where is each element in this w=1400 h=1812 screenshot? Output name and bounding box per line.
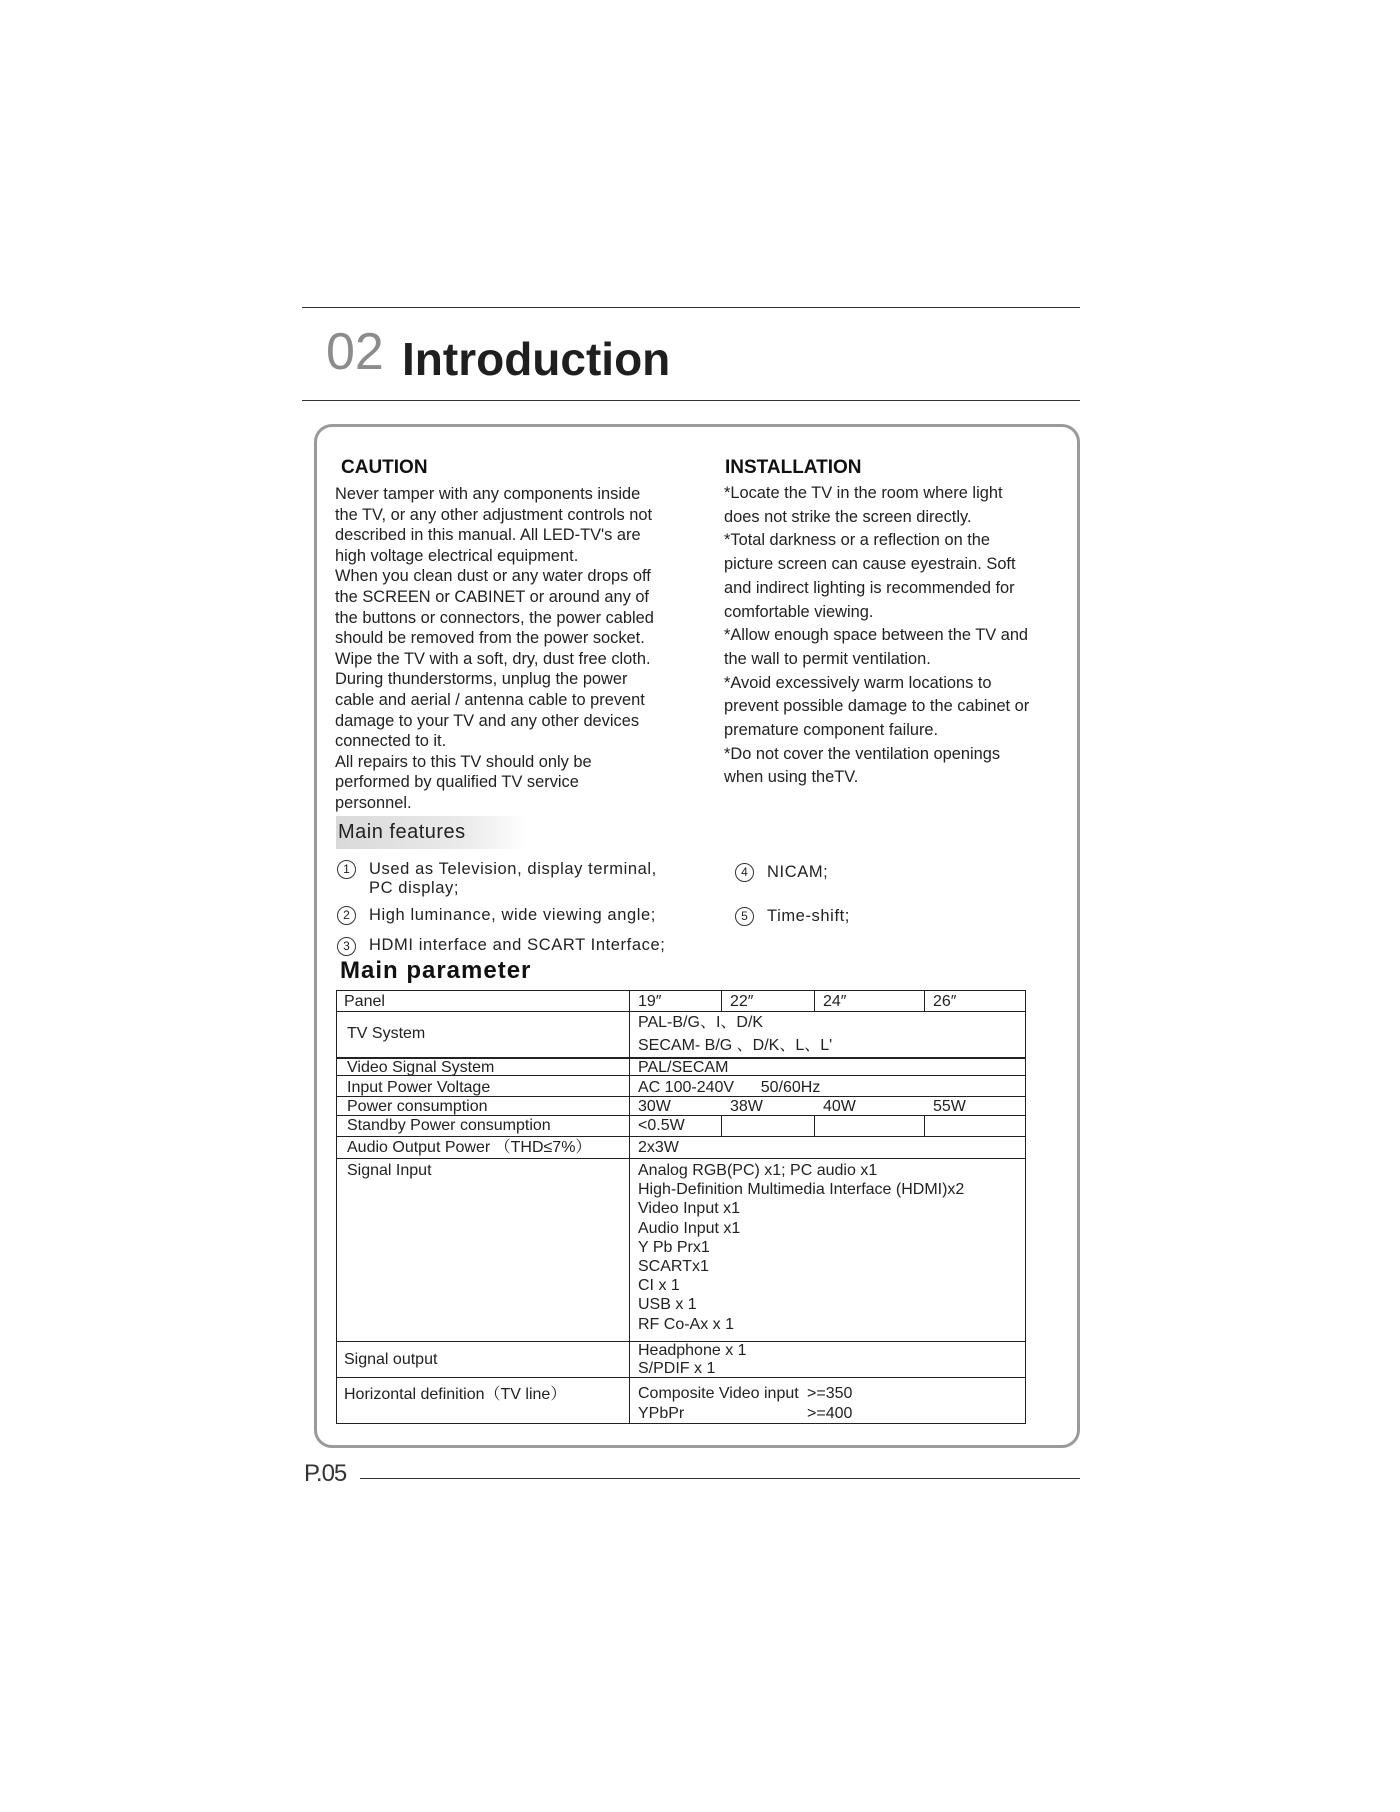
standby-value: <0.5W bbox=[638, 1117, 685, 1134]
installation-line: and indirect lighting is recommended for bbox=[724, 578, 1015, 597]
tv-system-label: TV System bbox=[347, 1025, 426, 1042]
feature-text: High luminance, wide viewing angle; bbox=[369, 906, 656, 924]
installation-line: *Locate the TV in the room where light bbox=[724, 484, 1003, 502]
signal-output-label: Signal output bbox=[344, 1351, 438, 1368]
installation-line: does not strike the screen directly. bbox=[724, 507, 972, 526]
video-signal-value: PAL/SECAM bbox=[638, 1059, 729, 1076]
installation-line: *Avoid excessively warm locations to bbox=[724, 673, 992, 692]
table-rule bbox=[337, 1136, 1025, 1137]
horizontal-definition-name: Composite Video input bbox=[638, 1385, 799, 1402]
video-signal-label: Video Signal System bbox=[347, 1059, 495, 1076]
caution-heading: CAUTION bbox=[341, 457, 428, 478]
feature-text: PC display; bbox=[369, 879, 460, 897]
signal-input-item: Analog RGB(PC) x1; PC audio x1 bbox=[638, 1162, 878, 1179]
caution-line: the TV, or any other adjustment controls not bbox=[335, 505, 653, 524]
signal-input-item: USB x 1 bbox=[638, 1296, 697, 1314]
horizontal-definition-value: >=350 bbox=[807, 1385, 853, 1402]
caution-line: When you clean dust or any water drops off bbox=[335, 567, 651, 586]
installation-line: premature component failure. bbox=[724, 721, 939, 740]
feature-number-badge: 2 bbox=[337, 906, 356, 925]
power-consumption-value: 55W bbox=[933, 1098, 966, 1115]
feature-item bbox=[369, 906, 656, 925]
table-rule bbox=[721, 991, 722, 1011]
feature-item bbox=[369, 936, 665, 955]
signal-input-item: Audio Input x1 bbox=[638, 1219, 741, 1237]
power-consumption-value: 30W bbox=[638, 1098, 671, 1115]
installation-line: comfortable viewing. bbox=[724, 602, 874, 621]
table-rule bbox=[337, 1158, 1025, 1159]
signal-input-item: High-Definition Multimedia Interface (HDMI)x2 bbox=[638, 1181, 965, 1199]
caution-line: cable and aerial / antenna cable to prevent bbox=[335, 690, 645, 709]
signal-output-value: Headphone x 1 bbox=[638, 1342, 747, 1359]
caution-line: should be removed from the power socket. bbox=[335, 629, 645, 648]
panel-size: 24″ bbox=[823, 993, 847, 1010]
table-rule bbox=[721, 1115, 722, 1136]
installation-line: *Allow enough space between the TV and bbox=[724, 626, 1029, 645]
table-rule bbox=[814, 1115, 815, 1136]
panel-size: 19″ bbox=[638, 993, 662, 1010]
horizontal-definition-name: YPbPr bbox=[638, 1405, 685, 1422]
audio-output-value: 2x3W bbox=[638, 1139, 679, 1156]
signal-input-item: CI x 1 bbox=[638, 1277, 680, 1295]
header-bottom-rule bbox=[302, 400, 1080, 401]
caution-line: damage to your TV and any other devices bbox=[335, 711, 640, 730]
signal-output-value: S/PDIF x 1 bbox=[638, 1360, 716, 1377]
parameters-title: Main parameter bbox=[340, 957, 532, 984]
header-top-rule bbox=[302, 307, 1080, 308]
panel-size: 22″ bbox=[730, 993, 754, 1010]
signal-input-label: Signal Input bbox=[347, 1162, 432, 1179]
standby-label: Standby Power consumption bbox=[347, 1117, 551, 1134]
caution-line: Wipe the TV with a soft, dry, dust free cloth. bbox=[335, 649, 651, 668]
feature-text: NICAM; bbox=[767, 863, 829, 881]
caution-line: personnel. bbox=[335, 793, 412, 812]
table-rule bbox=[629, 991, 630, 1423]
chapter-number: 02 bbox=[326, 323, 384, 381]
caution-text bbox=[335, 484, 654, 814]
installation-line: when using theTV. bbox=[724, 768, 859, 787]
feature-text: Used as Television, display terminal, bbox=[369, 860, 657, 878]
signal-input-list bbox=[638, 1161, 964, 1334]
panel-label: Panel bbox=[344, 993, 385, 1010]
horizontal-definition-label: Horizontal definition（TV line） bbox=[344, 1386, 567, 1403]
installation-line: *Do not cover the ventilation openings bbox=[724, 744, 1001, 763]
table-rule bbox=[814, 991, 815, 1011]
installation-text bbox=[724, 482, 1029, 790]
input-power-value: AC 100-240V 50/60Hz bbox=[638, 1079, 821, 1096]
feature-item bbox=[767, 863, 828, 882]
horizontal-definition-value: >=400 bbox=[807, 1405, 853, 1422]
page-number: P.05 bbox=[304, 1460, 347, 1487]
caution-line: connected to it. bbox=[335, 732, 447, 751]
caution-line: During thunderstorms, unplug the power bbox=[335, 670, 628, 689]
power-consumption-value: 40W bbox=[823, 1098, 856, 1115]
caution-line: Never tamper with any components inside bbox=[335, 485, 641, 503]
caution-line: performed by qualified TV service bbox=[335, 773, 579, 792]
feature-number-badge: 5 bbox=[735, 907, 754, 926]
feature-item bbox=[369, 860, 657, 898]
caution-line: the buttons or connectors, the power cabled bbox=[335, 608, 654, 627]
tv-system-value: PAL-B/G、I、D/K bbox=[638, 1014, 764, 1031]
installation-line: picture screen can cause eyestrain. Soft bbox=[724, 555, 1016, 574]
signal-input-item: SCARTx1 bbox=[638, 1258, 709, 1276]
feature-text: Time-shift; bbox=[767, 907, 850, 925]
signal-input-item: RF Co-Ax x 1 bbox=[638, 1315, 735, 1333]
parameters-table bbox=[336, 990, 1026, 1424]
panel-size: 26″ bbox=[933, 993, 957, 1010]
features-title: Main features bbox=[336, 816, 528, 849]
table-rule bbox=[924, 991, 925, 1011]
power-consumption-value: 38W bbox=[730, 1098, 763, 1115]
installation-line: the wall to permit ventilation. bbox=[724, 649, 931, 668]
signal-input-item: Y Pb Prx1 bbox=[638, 1238, 710, 1256]
feature-number-badge: 1 bbox=[337, 860, 356, 879]
footer-rule bbox=[360, 1478, 1080, 1479]
audio-output-label: Audio Output Power （THD≤7%） bbox=[347, 1139, 592, 1156]
tv-system-value: SECAM- B/G 、D/K、L、L' bbox=[638, 1037, 833, 1054]
feature-text: HDMI interface and SCART Interface; bbox=[369, 936, 666, 954]
caution-line: the SCREEN or CABINET or around any of bbox=[335, 587, 649, 606]
installation-line: *Total darkness or a reflection on the bbox=[724, 531, 991, 550]
page-title: Introduction bbox=[402, 333, 671, 385]
caution-line: All repairs to this TV should only be bbox=[335, 752, 592, 771]
feature-item bbox=[767, 907, 850, 926]
table-rule bbox=[924, 1115, 925, 1136]
installation-line: prevent possible damage to the cabinet or bbox=[724, 697, 1030, 716]
table-rule bbox=[337, 1011, 1025, 1012]
power-consumption-label: Power consumption bbox=[347, 1098, 488, 1115]
input-power-label: Input Power Voltage bbox=[347, 1079, 491, 1096]
caution-line: high voltage electrical equipment. bbox=[335, 546, 579, 565]
feature-number-badge: 3 bbox=[337, 937, 356, 956]
signal-input-item: Video Input x1 bbox=[638, 1200, 741, 1218]
feature-number-badge: 4 bbox=[735, 863, 754, 882]
installation-heading: INSTALLATION bbox=[725, 457, 862, 478]
caution-line: described in this manual. All LED-TV's are bbox=[335, 526, 641, 545]
